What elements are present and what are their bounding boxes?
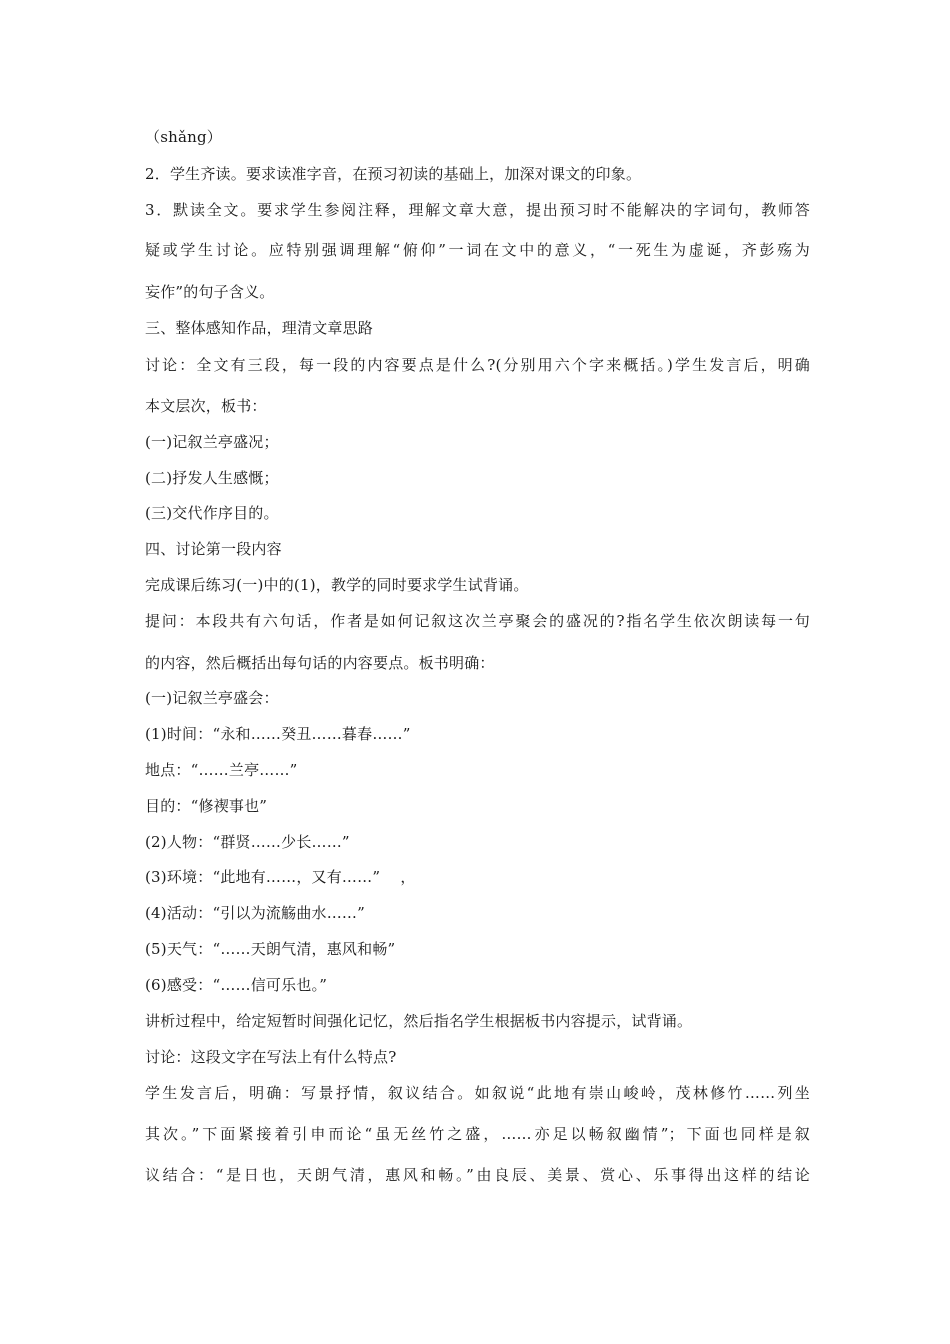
text-line: （shǎng）: [145, 128, 222, 146]
text-line: 其次。”下面紧接着引申而论“虽无丝竹之盛，……亦足以畅叙幽情”；下面也同样是叙: [145, 1125, 810, 1143]
list-item: (1)时间：“永和……癸丑……暮春……”: [145, 725, 411, 743]
list-item: (二)抒发人生感慨；: [145, 469, 279, 487]
text-line: 本文层次，板书：: [145, 397, 267, 415]
section-heading: 四、讨论第一段内容: [145, 540, 282, 558]
list-item: (三)交代作序目的。: [145, 504, 279, 522]
list-item: 地点：“……兰亭……”: [145, 761, 298, 779]
text-line: 3．默读全文。要求学生参阅注释，理解文章大意，提出预习时不能解决的字词句，教师答: [145, 201, 810, 219]
text-line: 妄作”的句子含义。: [145, 283, 275, 301]
list-item: 目的：“修禊事也”: [145, 797, 268, 815]
text-line: 完成课后练习(一)中的(1)，教学的同时要求学生试背诵。: [145, 576, 529, 594]
list-item: (5)天气：“……天朗气清，惠风和畅”: [145, 940, 396, 958]
text-line: 提问：本段共有六句话，作者是如何记叙这次兰亭聚会的盛况的?指名学生依次朗读每一句: [145, 612, 810, 630]
list-item: (4)活动：“引以为流觞曲水……”: [145, 904, 365, 922]
list-item: (2)人物：“群贤……少长……”: [145, 833, 350, 851]
text-line: 讨论：这段文字在写法上有什么特点?: [145, 1048, 397, 1066]
text-line: 学生发言后，明确：写景抒情，叙议结合。如叙说“此地有崇山峻岭，茂林修竹……列坐: [145, 1084, 810, 1102]
text-line: 的内容，然后概括出每句话的内容要点。板书明确：: [145, 654, 495, 672]
text-line: 2．学生齐读。要求读准字音，在预习初读的基础上，加深对课文的印象。: [145, 165, 642, 183]
list-item: (6)感受：“……信可乐也。”: [145, 976, 328, 994]
list-item: (一)记叙兰亭盛会：: [145, 689, 279, 707]
list-item: (3)环境：“此地有……，又有……” ，: [145, 868, 416, 886]
text-line: 疑或学生讨论。应特别强调理解“俯仰”一词在文中的意义，“一死生为虚诞，齐彭殇为: [145, 241, 810, 259]
text-line: 讨论：全文有三段，每一段的内容要点是什么?(分别用六个字来概括。)学生发言后，明确: [145, 356, 810, 374]
list-item: (一)记叙兰亭盛况；: [145, 433, 279, 451]
text-line: 讲析过程中，给定短暂时间强化记忆，然后指名学生根据板书内容提示，试背诵。: [145, 1012, 693, 1030]
text-line: 议结合：“是日也，天朗气清，惠风和畅。”由良辰、美景、赏心、乐事得出这样的结论: [145, 1166, 810, 1184]
section-heading: 三、整体感知作品，理清文章思路: [145, 319, 374, 337]
